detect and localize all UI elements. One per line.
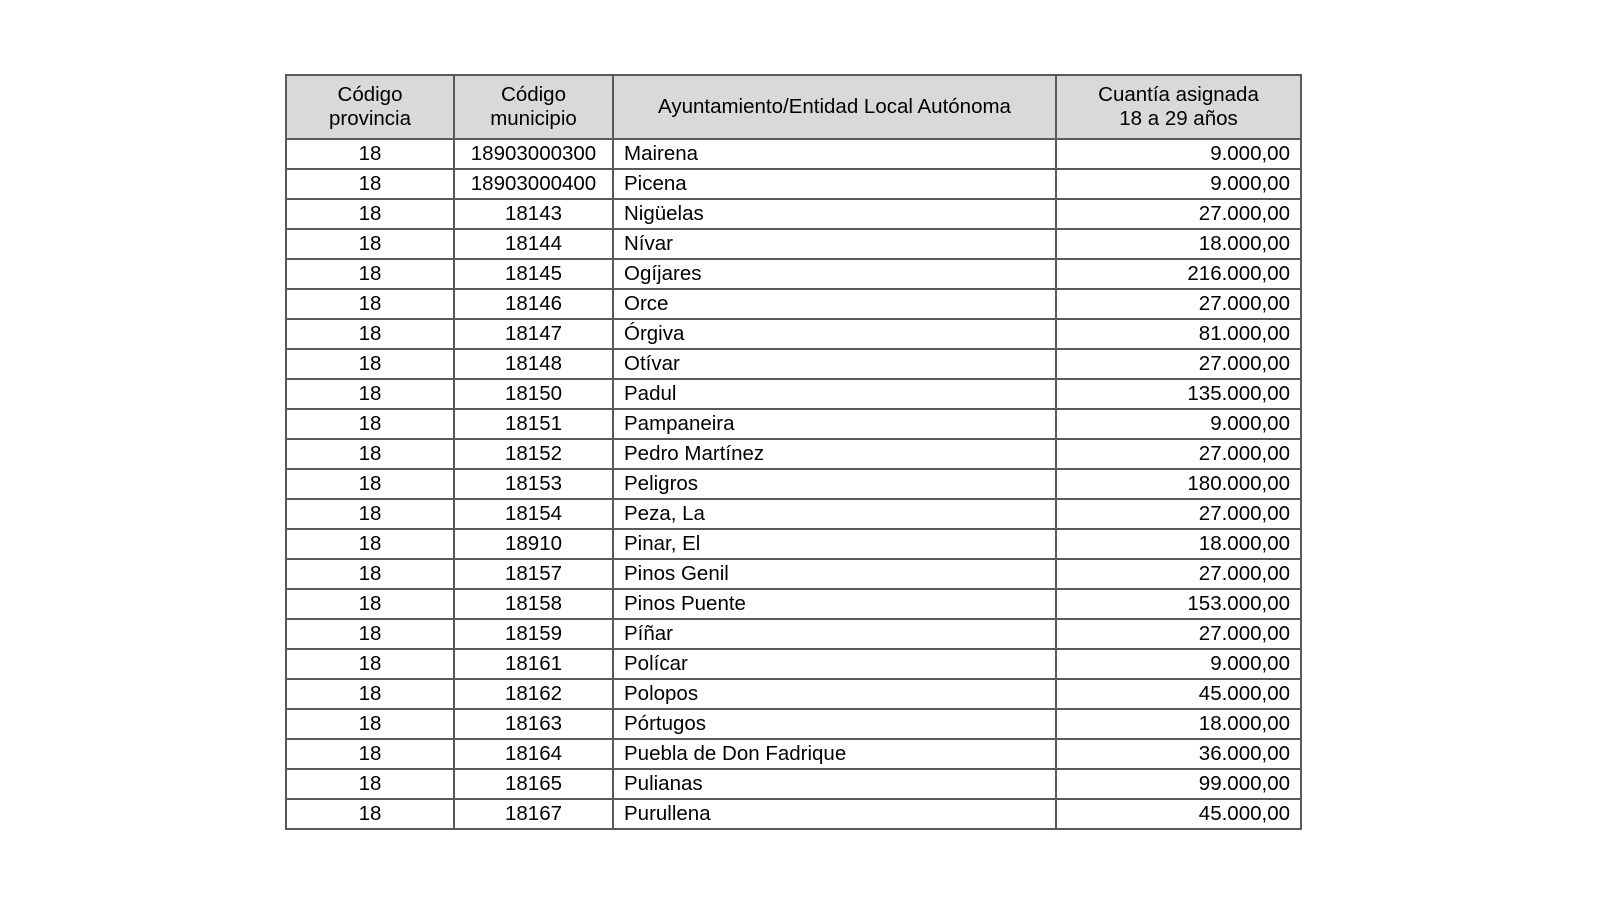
cell-entidad-nombre: Pórtugos: [613, 709, 1056, 739]
cell-cuantia-asignada: 9.000,00: [1056, 649, 1301, 679]
cell-entidad-nombre: Purullena: [613, 799, 1056, 829]
cell-cuantia-asignada: 180.000,00: [1056, 469, 1301, 499]
cell-entidad-nombre: Polopos: [613, 679, 1056, 709]
table-row: [286, 499, 1301, 529]
cell-codigo-municipio: 18153: [454, 469, 613, 499]
column-header-cuantia: [1056, 75, 1301, 139]
cell-entidad-nombre: Pinos Puente: [613, 589, 1056, 619]
table-row: [286, 229, 1301, 259]
cell-entidad-nombre: Picena: [613, 169, 1056, 199]
column-header-municipio-line2: municipio: [490, 107, 577, 130]
column-header-cuantia-line1: Cuantía asignada: [1098, 83, 1259, 107]
table-row: [286, 589, 1301, 619]
cell-codigo-municipio: 18910: [454, 529, 613, 559]
cell-entidad-nombre: Polícar: [613, 649, 1056, 679]
cell-codigo-municipio: 18162: [454, 679, 613, 709]
column-header-municipio: [454, 75, 613, 139]
cell-cuantia-asignada: 9.000,00: [1056, 409, 1301, 439]
cell-entidad-nombre: Píñar: [613, 619, 1056, 649]
cell-codigo-municipio: 18903000300: [454, 139, 613, 169]
cell-cuantia-asignada: 18.000,00: [1056, 709, 1301, 739]
cell-codigo-municipio: 18157: [454, 559, 613, 589]
cell-cuantia-asignada: 27.000,00: [1056, 439, 1301, 469]
cell-codigo-provincia: 18: [286, 409, 454, 439]
cell-codigo-provincia: 18: [286, 739, 454, 769]
cell-entidad-nombre: Nívar: [613, 229, 1056, 259]
cell-codigo-provincia: 18: [286, 649, 454, 679]
column-header-provincia: [286, 75, 454, 139]
cell-codigo-provincia: 18: [286, 619, 454, 649]
cell-codigo-municipio: 18148: [454, 349, 613, 379]
cell-entidad-nombre: Pampaneira: [613, 409, 1056, 439]
table-row: [286, 409, 1301, 439]
column-header-provincia-line1: Código: [337, 83, 403, 107]
cell-codigo-municipio: 18154: [454, 499, 613, 529]
table-row: [286, 769, 1301, 799]
cell-codigo-municipio: 18163: [454, 709, 613, 739]
table-row: [286, 319, 1301, 349]
column-header-cuantia-line2: 18 a 29 años: [1119, 107, 1238, 130]
column-header-provincia-line2: provincia: [328, 107, 412, 130]
cell-entidad-nombre: Órgiva: [613, 319, 1056, 349]
table-row: [286, 379, 1301, 409]
cell-codigo-provincia: 18: [286, 229, 454, 259]
cell-cuantia-asignada: 9.000,00: [1056, 169, 1301, 199]
cell-cuantia-asignada: 27.000,00: [1056, 289, 1301, 319]
cell-codigo-provincia: 18: [286, 709, 454, 739]
cell-entidad-nombre: Pinos Genil: [613, 559, 1056, 589]
table-row: [286, 739, 1301, 769]
cell-codigo-provincia: 18: [286, 199, 454, 229]
cell-codigo-provincia: 18: [286, 559, 454, 589]
cell-codigo-municipio: 18144: [454, 229, 613, 259]
grant-table-container: [285, 74, 1300, 830]
cell-entidad-nombre: Otívar: [613, 349, 1056, 379]
cell-entidad-nombre: Peza, La: [613, 499, 1056, 529]
cell-cuantia-asignada: 27.000,00: [1056, 619, 1301, 649]
cell-cuantia-asignada: 27.000,00: [1056, 199, 1301, 229]
cell-codigo-municipio: 18165: [454, 769, 613, 799]
cell-codigo-municipio: 18147: [454, 319, 613, 349]
cell-cuantia-asignada: 36.000,00: [1056, 739, 1301, 769]
column-header-entidad-line1: Ayuntamiento/Entidad Local Autónoma: [658, 95, 1011, 119]
cell-codigo-provincia: 18: [286, 379, 454, 409]
table-row: [286, 619, 1301, 649]
table-row: [286, 289, 1301, 319]
cell-codigo-municipio: 18158: [454, 589, 613, 619]
cell-codigo-provincia: 18: [286, 799, 454, 829]
cell-codigo-municipio: 18146: [454, 289, 613, 319]
table-row: [286, 169, 1301, 199]
cell-codigo-municipio: 18145: [454, 259, 613, 289]
table-row: [286, 259, 1301, 289]
cell-codigo-provincia: 18: [286, 469, 454, 499]
cell-entidad-nombre: Puebla de Don Fadrique: [613, 739, 1056, 769]
cell-cuantia-asignada: 153.000,00: [1056, 589, 1301, 619]
cell-entidad-nombre: Pulianas: [613, 769, 1056, 799]
cell-cuantia-asignada: 45.000,00: [1056, 679, 1301, 709]
cell-codigo-provincia: 18: [286, 289, 454, 319]
cell-entidad-nombre: Mairena: [613, 139, 1056, 169]
cell-codigo-provincia: 18: [286, 349, 454, 379]
cell-codigo-provincia: 18: [286, 259, 454, 289]
table-row: [286, 649, 1301, 679]
column-header-municipio-line1: Código: [501, 83, 566, 107]
table-row: [286, 529, 1301, 559]
cell-cuantia-asignada: 216.000,00: [1056, 259, 1301, 289]
cell-entidad-nombre: Pinar, El: [613, 529, 1056, 559]
cell-codigo-provincia: 18: [286, 169, 454, 199]
cell-codigo-municipio: 18151: [454, 409, 613, 439]
table-row: [286, 679, 1301, 709]
cell-codigo-municipio: 18167: [454, 799, 613, 829]
column-header-entidad: [613, 75, 1056, 139]
grant-allocation-table: [285, 74, 1302, 830]
cell-cuantia-asignada: 27.000,00: [1056, 499, 1301, 529]
cell-codigo-provincia: 18: [286, 439, 454, 469]
cell-codigo-provincia: 18: [286, 139, 454, 169]
cell-entidad-nombre: Padul: [613, 379, 1056, 409]
cell-codigo-municipio: 18152: [454, 439, 613, 469]
table-row: [286, 469, 1301, 499]
table-row: [286, 799, 1301, 829]
cell-cuantia-asignada: 45.000,00: [1056, 799, 1301, 829]
table-row: [286, 139, 1301, 169]
cell-cuantia-asignada: 9.000,00: [1056, 139, 1301, 169]
cell-cuantia-asignada: 99.000,00: [1056, 769, 1301, 799]
header-row: [286, 75, 1301, 139]
table-row: [286, 439, 1301, 469]
cell-cuantia-asignada: 18.000,00: [1056, 229, 1301, 259]
cell-codigo-provincia: 18: [286, 319, 454, 349]
table-header: [286, 75, 1301, 139]
cell-codigo-municipio: 18159: [454, 619, 613, 649]
cell-entidad-nombre: Pedro Martínez: [613, 439, 1056, 469]
table-body: [286, 139, 1301, 829]
cell-codigo-municipio: 18150: [454, 379, 613, 409]
cell-cuantia-asignada: 27.000,00: [1056, 559, 1301, 589]
cell-codigo-municipio: 18161: [454, 649, 613, 679]
cell-codigo-provincia: 18: [286, 529, 454, 559]
cell-entidad-nombre: Ogíjares: [613, 259, 1056, 289]
cell-codigo-municipio: 18143: [454, 199, 613, 229]
cell-codigo-provincia: 18: [286, 769, 454, 799]
table-row: [286, 199, 1301, 229]
cell-codigo-provincia: 18: [286, 589, 454, 619]
cell-entidad-nombre: Orce: [613, 289, 1056, 319]
cell-entidad-nombre: Nigüelas: [613, 199, 1056, 229]
table-row: [286, 559, 1301, 589]
cell-codigo-municipio: 18164: [454, 739, 613, 769]
cell-cuantia-asignada: 135.000,00: [1056, 379, 1301, 409]
cell-codigo-provincia: 18: [286, 679, 454, 709]
table-row: [286, 709, 1301, 739]
cell-cuantia-asignada: 81.000,00: [1056, 319, 1301, 349]
cell-cuantia-asignada: 18.000,00: [1056, 529, 1301, 559]
cell-codigo-municipio: 18903000400: [454, 169, 613, 199]
cell-codigo-provincia: 18: [286, 499, 454, 529]
cell-cuantia-asignada: 27.000,00: [1056, 349, 1301, 379]
cell-entidad-nombre: Peligros: [613, 469, 1056, 499]
table-row: [286, 349, 1301, 379]
